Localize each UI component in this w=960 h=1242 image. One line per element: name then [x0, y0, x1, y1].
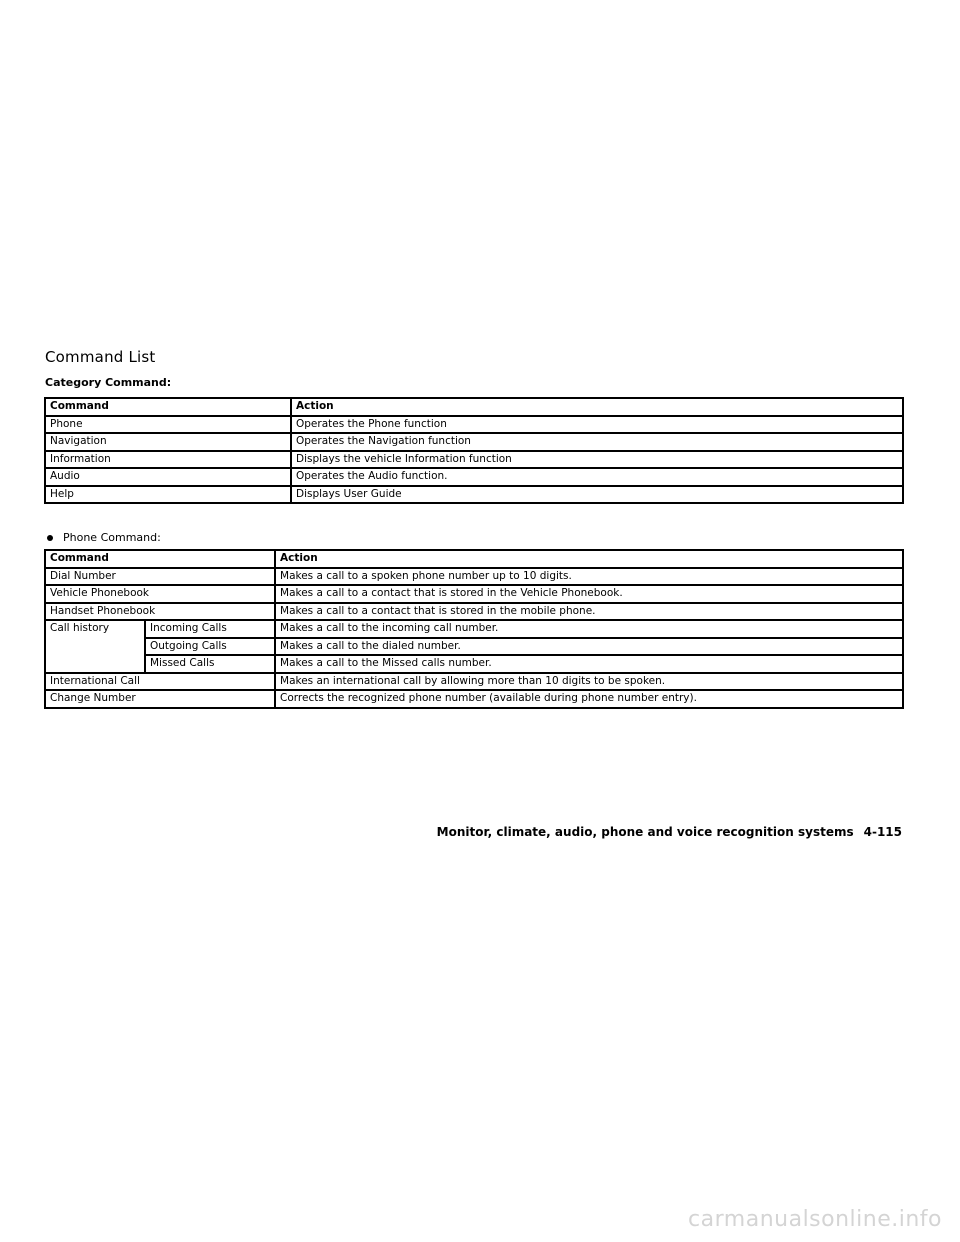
table-row [45, 416, 903, 434]
action-cell: Makes a call to the Missed calls number. [275, 655, 903, 673]
command-cell: Dial Number [45, 568, 275, 586]
bullet-icon [47, 535, 53, 541]
phone-command-table [44, 549, 904, 709]
page-footer [437, 825, 902, 839]
action-cell: Makes an international call by allowing more than 10 digits to be spoken. [275, 673, 903, 691]
column-header-action: Action [291, 398, 903, 416]
table-row [45, 603, 903, 621]
action-cell: Corrects the recognized phone number (available during phone number entry). [275, 690, 903, 708]
command-cell: Vehicle Phonebook [45, 585, 275, 603]
action-cell: Makes a call to the dialed number. [275, 638, 903, 656]
command-cell: Help [45, 486, 291, 504]
action-cell: Operates the Phone function [291, 416, 903, 434]
command-cell: Navigation [45, 433, 291, 451]
phone-command-label: Phone Command: [63, 531, 161, 544]
table-header-row [45, 550, 903, 568]
watermark: carmanualsonline.info [688, 1207, 942, 1232]
action-cell: Operates the Navigation function [291, 433, 903, 451]
action-cell: Makes a call to a spoken phone number up to 10 digits. [275, 568, 903, 586]
command-cell: Phone [45, 416, 291, 434]
column-header-command: Command [45, 550, 275, 568]
category-command-table [44, 397, 904, 504]
table-row [45, 690, 903, 708]
command-cell: Outgoing Calls [145, 638, 275, 656]
command-cell: International Call [45, 673, 275, 691]
action-cell: Displays User Guide [291, 486, 903, 504]
table-row [45, 673, 903, 691]
table-row [45, 486, 903, 504]
command-cell: Change Number [45, 690, 275, 708]
command-cell: Missed Calls [145, 655, 275, 673]
action-cell: Makes a call to the incoming call number. [275, 620, 903, 638]
category-command-heading: Category Command: [45, 376, 172, 389]
table-row [45, 638, 903, 656]
page-number: 4-115 [863, 825, 902, 839]
action-cell: Makes a call to a contact that is stored in the Vehicle Phonebook. [275, 585, 903, 603]
table-row [45, 655, 903, 673]
action-cell: Operates the Audio function. [291, 468, 903, 486]
call-history-group-cell: Call history [45, 620, 145, 673]
phone-command-heading [45, 531, 161, 544]
action-cell: Makes a call to a contact that is stored in the mobile phone. [275, 603, 903, 621]
section-title: Command List [45, 348, 156, 366]
table-row [45, 568, 903, 586]
table-header-row [45, 398, 903, 416]
column-header-action: Action [275, 550, 903, 568]
table-row [45, 451, 903, 469]
table-row [45, 468, 903, 486]
table-row [45, 585, 903, 603]
table-row [45, 433, 903, 451]
command-cell: Handset Phonebook [45, 603, 275, 621]
command-cell: Information [45, 451, 291, 469]
action-cell: Displays the vehicle Information function [291, 451, 903, 469]
chapter-title: Monitor, climate, audio, phone and voice recognition systems [436, 825, 854, 839]
table-row [45, 620, 903, 638]
column-header-command: Command [45, 398, 291, 416]
command-cell: Incoming Calls [145, 620, 275, 638]
command-cell: Audio [45, 468, 291, 486]
